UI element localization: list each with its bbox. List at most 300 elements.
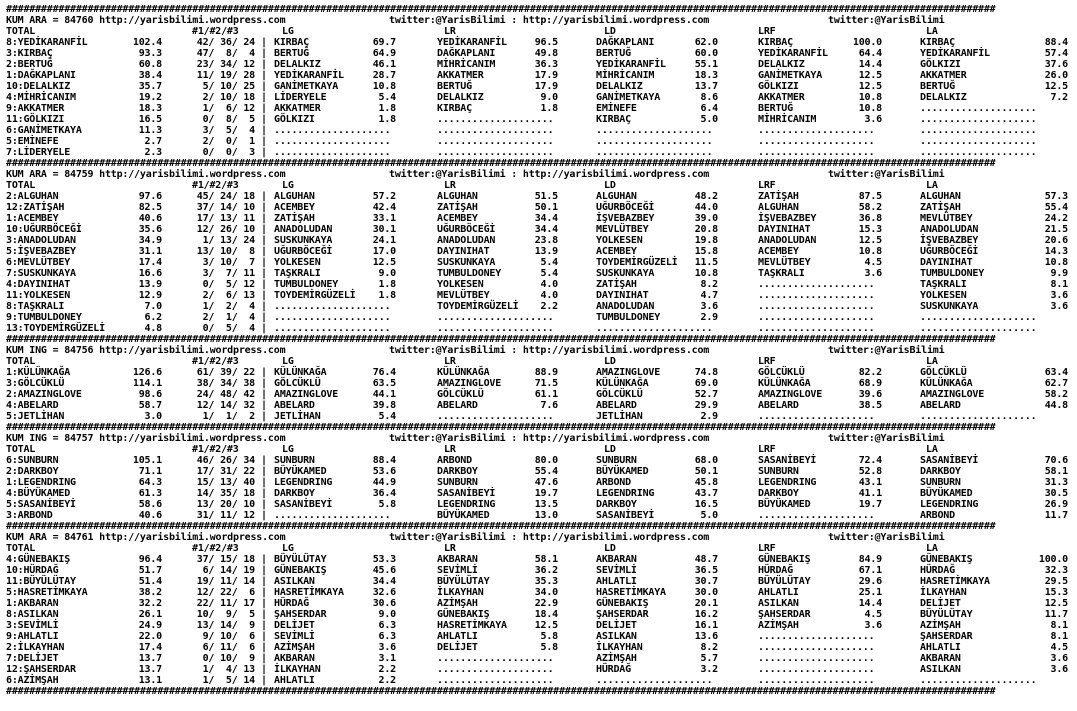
total-score: 126.6	[132, 367, 162, 378]
rank-name: GÜNEBAKIŞ	[596, 598, 649, 609]
rank-name: GÖLCÜKLÜ	[437, 389, 484, 400]
rank-name: KÜLÜNKAĞA	[274, 367, 327, 378]
placings: 17/ 13/ 11	[196, 213, 255, 224]
rank-value: 60.0	[694, 48, 718, 59]
column-divider: |	[261, 378, 267, 389]
horse-name: 2:ALGUHAN	[6, 191, 59, 202]
rank-name: ....................	[274, 136, 391, 147]
rank-value: 36.8	[858, 213, 882, 224]
rank-value: 21.5	[1044, 224, 1068, 235]
column-header: LA	[926, 444, 938, 455]
rank-name: AHLATLI	[437, 631, 478, 642]
placings: 2/ 0/ 1	[202, 136, 255, 147]
horse-name: 8:ASILKAN	[6, 609, 59, 620]
column-header: LR	[444, 543, 456, 554]
rank-name: UĞURBÖCEĞİ	[437, 224, 496, 235]
table-row	[6, 191, 1074, 202]
placings: 11/ 19/ 28	[196, 70, 255, 81]
column-divider: |	[261, 59, 267, 70]
total-score: 61.3	[138, 488, 162, 499]
column-divider: |	[261, 499, 267, 510]
table-row	[6, 125, 1074, 136]
race-twitter: twitter:@YarisBilimi	[828, 532, 945, 543]
column-divider: |	[261, 235, 267, 246]
table-row	[6, 290, 1074, 301]
rank-name: GÜNEBAKIŞ	[920, 554, 973, 565]
column-divider: |	[261, 246, 267, 257]
placings: 1/ 1/ 2	[202, 411, 255, 422]
rank-value: 9.0	[378, 268, 396, 279]
rank-value: 10.8	[858, 103, 882, 114]
column-divider: |	[261, 114, 267, 125]
column-header: LRF	[758, 543, 776, 554]
horse-name: 3:GÖLCÜKLÜ	[6, 378, 65, 389]
rank-name: SUNBURN	[274, 455, 315, 466]
rank-value: 10.8	[694, 268, 718, 279]
rank-name: ....................	[920, 136, 1037, 147]
placings: 0/ 0/ 3	[202, 147, 255, 158]
rank-value: 10.8	[858, 246, 882, 257]
placings: 13/ 10/ 8	[196, 246, 255, 257]
column-divider: |	[261, 587, 267, 598]
rank-name: DELALKIZ	[274, 59, 321, 70]
table-row	[6, 598, 1074, 609]
rank-value: 10.8	[858, 92, 882, 103]
rank-value: 52.7	[694, 389, 718, 400]
rank-value: 88.4	[372, 455, 396, 466]
rank-name: AMAZINGLOVE	[596, 367, 661, 378]
placings: 10/ 9/ 5	[196, 609, 255, 620]
rank-name: ABELARD	[920, 400, 961, 411]
placings: 1/ 13/ 24	[202, 235, 255, 246]
rank-value: 8.1	[1050, 620, 1068, 631]
placings: 47/ 8/ 4	[196, 48, 255, 59]
rank-name: LEGENDRING	[920, 499, 979, 510]
table-row	[6, 642, 1074, 653]
rank-name: TAŞKRALI	[758, 268, 805, 279]
race-title: KUM ING = 84757 http://yarisbilimi.wordpress.com	[6, 433, 286, 444]
rank-name: AHLATLI	[920, 642, 961, 653]
rank-value: 44.8	[1044, 400, 1068, 411]
table-row	[6, 499, 1074, 510]
rank-name: MEVLÜTBEY	[758, 257, 811, 268]
rank-name: ....................	[758, 301, 875, 312]
total-score: 51.4	[138, 576, 162, 587]
rank-name: TOYDEMİRGÜZELİ	[596, 257, 678, 268]
rank-value: 36.2	[534, 565, 558, 576]
table-row	[6, 246, 1074, 257]
rank-value: 68.0	[694, 455, 718, 466]
rank-name: ....................	[920, 411, 1037, 422]
rank-value: 50.1	[534, 202, 558, 213]
rank-name: MİHRİCANIM	[437, 59, 496, 70]
rank-value: 70.6	[1044, 455, 1068, 466]
rank-name: LEGENDRING	[274, 477, 333, 488]
rank-name: HASRETİMKAYA	[437, 620, 507, 631]
rank-value: 16.5	[694, 499, 718, 510]
rank-value: 15.3	[1044, 587, 1068, 598]
column-header: TOTAL	[6, 543, 36, 554]
rank-name: SEVİMLİ	[596, 565, 637, 576]
total-score: 4.8	[144, 323, 162, 334]
rank-value: 33.1	[372, 213, 396, 224]
rank-name: TUMBULDONEY	[920, 268, 985, 279]
rank-value: 6.3	[378, 631, 396, 642]
rank-value: 53.3	[372, 554, 396, 565]
rank-name: ASILKAN	[920, 664, 961, 675]
rank-name: AMAZINGLOVE	[274, 389, 339, 400]
placings: 38/ 34/ 38	[196, 378, 255, 389]
placings: 12/ 26/ 10	[196, 224, 255, 235]
placings: 2/ 10/ 18	[202, 92, 255, 103]
total-score: 34.9	[138, 235, 162, 246]
rank-name: ....................	[920, 675, 1037, 686]
total-score: 13.9	[138, 279, 162, 290]
total-score: 114.1	[132, 378, 162, 389]
rank-name: SUSKUNKAYA	[437, 257, 496, 268]
rank-name: ....................	[596, 147, 713, 158]
column-header: LR	[444, 180, 456, 191]
horse-name: 4:MİHRİCANIM	[6, 92, 76, 103]
rank-name: AKKATMER	[274, 103, 321, 114]
rank-value: 96.5	[534, 37, 558, 48]
rank-value: 41.1	[858, 488, 882, 499]
placings: 12/ 22/ 6	[196, 587, 255, 598]
rank-name: TOYDEMİRGÜZELİ	[274, 290, 356, 301]
total-score: 93.3	[138, 48, 162, 59]
column-divider: |	[261, 125, 267, 136]
rank-value: 23.8	[534, 235, 558, 246]
rank-value: 72.4	[858, 455, 882, 466]
rank-name: DELALKIZ	[758, 59, 805, 70]
rank-value: 3.6	[864, 620, 882, 631]
rank-name: HÜRDAĞ	[758, 565, 793, 576]
rank-name: ....................	[758, 411, 875, 422]
rank-name: KÜLÜNKAĞA	[920, 378, 973, 389]
rank-value: 39.0	[694, 213, 718, 224]
rank-name: ....................	[437, 114, 554, 125]
horse-name: 10:UĞURBÖCEĞİ	[6, 224, 82, 235]
rank-name: SUNBURN	[758, 466, 799, 477]
column-header: LRF	[758, 356, 776, 367]
rank-value: 16.2	[694, 609, 718, 620]
rank-name: DELİJET	[274, 620, 315, 631]
rank-name: UĞURBÖCEĞİ	[596, 202, 655, 213]
table-row	[6, 554, 1074, 565]
rank-name: ....................	[437, 125, 554, 136]
rank-name: DAYINIHAT	[437, 246, 490, 257]
rank-value: 13.0	[534, 510, 558, 521]
rank-name: SUNBURN	[437, 477, 478, 488]
rank-value: 34.4	[372, 576, 396, 587]
rank-value: 14.4	[858, 59, 882, 70]
column-divider: |	[261, 510, 267, 521]
rank-name: AZİMŞAH	[596, 653, 637, 664]
rank-value: 36.5	[694, 565, 718, 576]
horse-name: 11:YOLKESEN	[6, 290, 71, 301]
table-row	[6, 48, 1074, 59]
rank-value: 43.1	[858, 477, 882, 488]
rank-name: KÜLÜNKAĞA	[758, 378, 811, 389]
race-title: KUM ING = 84756 http://yarisbilimi.wordpress.com	[6, 345, 286, 356]
table-row	[6, 400, 1074, 411]
total-score: 105.1	[132, 455, 162, 466]
rank-value: 67.1	[858, 565, 882, 576]
rank-name: ŞAHSERDAR	[920, 631, 973, 642]
horse-name: 1:DAĞKAPLANI	[6, 70, 76, 81]
rank-value: 9.9	[1050, 268, 1068, 279]
table-row	[6, 389, 1074, 400]
column-divider: |	[261, 70, 267, 81]
column-header: TOTAL	[6, 26, 36, 37]
column-header: LD	[604, 180, 616, 191]
table-row	[6, 587, 1074, 598]
horse-name: 6:SUNBURN	[6, 455, 59, 466]
total-score: 40.6	[138, 510, 162, 521]
horse-name: 10:DELALKIZ	[6, 81, 71, 92]
rank-name: KÜLÜNKAĞA	[437, 367, 490, 378]
rank-name: TOYDEMİRGÜZELİ	[437, 301, 519, 312]
placings: 2/ 1/ 4	[202, 312, 255, 323]
rank-name: ANADOLUDAN	[437, 235, 496, 246]
column-divider: |	[261, 268, 267, 279]
rank-value: 52.8	[858, 466, 882, 477]
rank-name: ....................	[596, 675, 713, 686]
column-header: LG	[282, 543, 294, 554]
rank-value: 24.1	[372, 235, 396, 246]
placings: 22/ 11/ 17	[196, 598, 255, 609]
rank-name: DELİJET	[920, 598, 961, 609]
rank-name: BÜYÜKAMED	[596, 466, 649, 477]
rank-value: 18.3	[694, 70, 718, 81]
rank-name: HÜRDAĞ	[596, 664, 631, 675]
rank-value: 17.0	[372, 246, 396, 257]
rank-name: MEVLÜTBEY	[437, 290, 490, 301]
rank-name: ALGUHAN	[437, 191, 478, 202]
rank-value: 76.4	[372, 367, 396, 378]
rank-value: 20.8	[694, 224, 718, 235]
rank-value: 29.5	[1044, 576, 1068, 587]
column-divider: |	[261, 279, 267, 290]
rank-name: ....................	[758, 279, 875, 290]
placings: 1/ 2/ 4	[202, 301, 255, 312]
rank-name: ....................	[758, 653, 875, 664]
column-header: LA	[926, 543, 938, 554]
column-divider: |	[261, 609, 267, 620]
table-row	[6, 202, 1074, 213]
rank-name: ZATİŞAH	[596, 279, 637, 290]
rank-value: 28.7	[372, 70, 396, 81]
total-score: 38.4	[138, 70, 162, 81]
column-header: LR	[444, 356, 456, 367]
rank-name: TUMBULDONEY	[274, 279, 339, 290]
rank-value: 39.6	[858, 389, 882, 400]
horse-name: 1:ACEMBEY	[6, 213, 59, 224]
rank-name: ....................	[920, 323, 1037, 334]
total-score: 16.6	[138, 268, 162, 279]
rank-name: YOLKESEN	[596, 235, 643, 246]
rank-name: TUMBULDONEY	[596, 312, 661, 323]
rank-value: 4.0	[540, 290, 558, 301]
total-score: 7.0	[144, 301, 162, 312]
placings: 17/ 31/ 22	[196, 466, 255, 477]
rank-name: KÜLÜNKAĞA	[596, 378, 649, 389]
rank-name: ....................	[920, 103, 1037, 114]
horse-name: 5:SASANİBEYİ	[6, 499, 76, 510]
rank-value: 5.4	[378, 92, 396, 103]
column-divider: |	[261, 103, 267, 114]
rank-name: UĞURBÖCEĞİ	[274, 246, 333, 257]
rank-value: 17.9	[534, 81, 558, 92]
rank-name: SUSKUNKAYA	[274, 235, 333, 246]
rank-value: 7.6	[540, 400, 558, 411]
race-header	[6, 169, 1074, 180]
rank-value: 46.1	[372, 59, 396, 70]
rank-name: ....................	[758, 675, 875, 686]
rank-value: 1.8	[540, 103, 558, 114]
rank-name: TAŞKRALI	[274, 268, 321, 279]
rank-value: 48.2	[694, 191, 718, 202]
total-score: 24.9	[138, 620, 162, 631]
rank-name: ANADOLUDAN	[596, 301, 655, 312]
rank-name: SEVİMLİ	[274, 631, 315, 642]
rank-value: 9.0	[540, 92, 558, 103]
rank-value: 1.8	[378, 279, 396, 290]
placings: 0/ 10/ 9	[202, 653, 255, 664]
rank-name: AZİMŞAH	[437, 598, 478, 609]
rank-name: TUMBULDONEY	[437, 268, 502, 279]
rank-name: YEDİKARANFİL	[758, 48, 828, 59]
rank-name: SUSKUNKAYA	[920, 301, 979, 312]
placings: 45/ 24/ 18	[196, 191, 255, 202]
rank-value: 80.0	[534, 455, 558, 466]
rank-name: ARBOND	[437, 455, 472, 466]
rank-name: ABELARD	[274, 400, 315, 411]
total-score: 35.7	[138, 81, 162, 92]
rank-value: 11.7	[1044, 609, 1068, 620]
column-divider: |	[261, 631, 267, 642]
rank-name: AKKATMER	[758, 92, 805, 103]
rank-name: ANADOLUDAN	[274, 224, 333, 235]
rank-value: 8.1	[1050, 279, 1068, 290]
rank-name: ASILKAN	[274, 576, 315, 587]
rank-name: ....................	[437, 323, 554, 334]
column-divider: |	[261, 92, 267, 103]
rank-name: YOLKESEN	[274, 257, 321, 268]
column-divider: |	[261, 642, 267, 653]
rank-value: 5.8	[378, 499, 396, 510]
rank-name: İLKAYHAN	[596, 642, 643, 653]
rank-name: ....................	[920, 114, 1037, 125]
rank-name: AZİMŞAH	[274, 642, 315, 653]
table-row	[6, 257, 1074, 268]
rank-name: HASRETİMKAYA	[274, 587, 344, 598]
rank-name: ANADOLUDAN	[758, 235, 817, 246]
rank-value: 5.7	[700, 653, 718, 664]
rank-name: ANADOLUDAN	[920, 224, 979, 235]
rank-name: DELİJET	[596, 620, 637, 631]
rank-name: ŞAHSERDAR	[758, 609, 811, 620]
horse-name: 2:İLKAYHAN	[6, 642, 65, 653]
table-row	[6, 631, 1074, 642]
rank-value: 2.2	[378, 675, 396, 686]
rank-value: 15.3	[858, 224, 882, 235]
table-row	[6, 653, 1074, 664]
placings: 24/ 48/ 42	[196, 389, 255, 400]
rank-value: 20.1	[694, 598, 718, 609]
rank-value: 3.2	[700, 664, 718, 675]
placings: 0/ 5/ 12	[202, 279, 255, 290]
rank-name: ....................	[596, 323, 713, 334]
horse-name: 12:ZATİŞAH	[6, 202, 65, 213]
rank-value: 29.6	[858, 576, 882, 587]
rank-value: 4.7	[700, 290, 718, 301]
rank-name: AKBARAN	[920, 653, 961, 664]
rank-value: 64.4	[858, 48, 882, 59]
rank-name: İLKAYHAN	[274, 664, 321, 675]
separator-line: ##########################################################################################################################################################################	[6, 158, 996, 169]
rank-name: ACEMBEY	[437, 213, 478, 224]
rank-value: 55.1	[694, 59, 718, 70]
rank-value: 2.2	[540, 301, 558, 312]
column-divider: |	[261, 48, 267, 59]
rank-value: 69.0	[694, 378, 718, 389]
rank-value: 19.7	[858, 499, 882, 510]
column-header: LD	[604, 444, 616, 455]
rank-name: SASANİBEYİ	[596, 510, 655, 521]
column-divider: |	[261, 488, 267, 499]
rank-value: 6.4	[700, 103, 718, 114]
rank-name: LEGENDRING	[437, 499, 496, 510]
table-row	[6, 477, 1074, 488]
column-divider: |	[261, 576, 267, 587]
rank-name: BÜYÜLÜTAY	[758, 576, 811, 587]
rank-name: GÖLKIZI	[920, 59, 961, 70]
rank-name: DAĞKAPLANI	[437, 48, 496, 59]
horse-name: 3:SEVİMLİ	[6, 620, 59, 631]
column-header: LD	[604, 26, 616, 37]
horse-name: 8:TAŞKRALI	[6, 301, 65, 312]
rank-name: ZATİŞAH	[920, 202, 961, 213]
total-score: 64.3	[138, 477, 162, 488]
race-links: twitter:@YarisBilimi : http://yarisbilimi.wordpress.com	[389, 15, 710, 26]
rank-value: 100.0	[852, 37, 882, 48]
rank-name: BÜYÜLÜTAY	[920, 609, 973, 620]
race-title: KUM ARA = 84760 http://yarisbilimi.wordpress.com	[6, 15, 286, 26]
horse-name: 7:LİDERYELE	[6, 147, 71, 158]
total-score: 38.2	[138, 587, 162, 598]
rank-value: 3.6	[1050, 653, 1068, 664]
rank-value: 62.7	[1044, 378, 1068, 389]
rank-name: ALGUHAN	[274, 191, 315, 202]
total-score: 18.3	[138, 103, 162, 114]
total-score: 32.2	[138, 598, 162, 609]
total-score: 26.1	[138, 609, 162, 620]
race-header	[6, 345, 1074, 356]
rank-name: DAYINIHAT	[596, 290, 649, 301]
column-header: LG	[282, 356, 294, 367]
placings: 19/ 11/ 14	[196, 576, 255, 587]
placings: 2/ 6/ 13	[202, 290, 255, 301]
rank-name: ACEMBEY	[758, 246, 799, 257]
rank-name: EMİNEFE	[596, 103, 637, 114]
rank-name: HASRETİMKAYA	[596, 587, 666, 598]
race-header	[6, 433, 1074, 444]
table-row	[6, 92, 1074, 103]
rank-value: 57.4	[1044, 48, 1068, 59]
rank-value: 16.1	[694, 620, 718, 631]
rank-value: 1.8	[378, 290, 396, 301]
